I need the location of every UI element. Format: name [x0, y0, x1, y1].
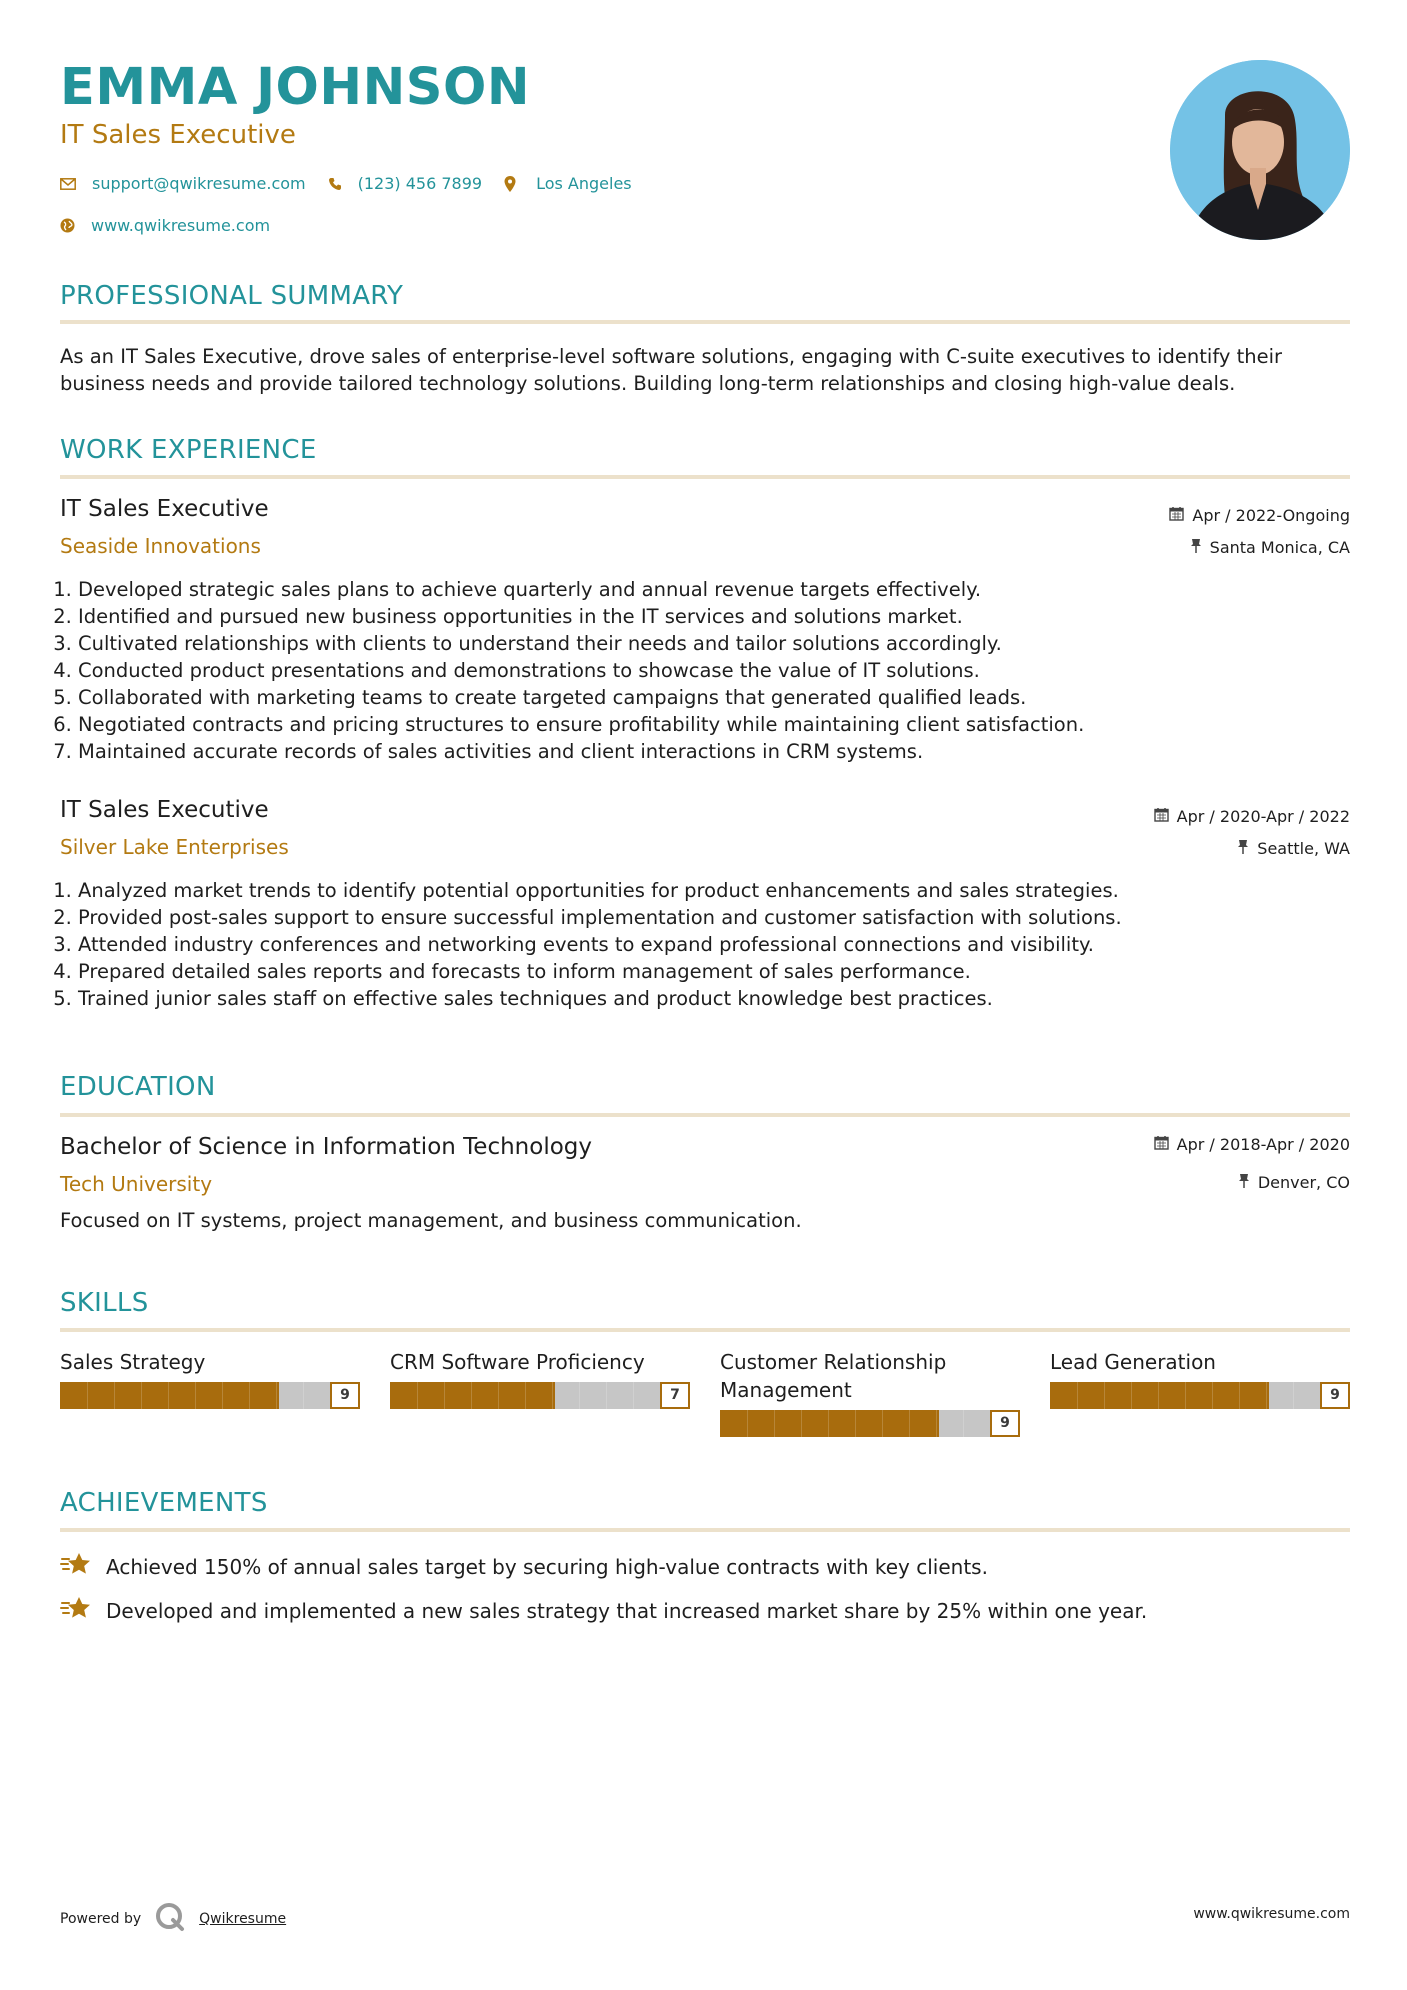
- website-row: [60, 216, 270, 235]
- skill-bar-fill: [60, 1382, 279, 1409]
- calendar-icon: [1154, 807, 1169, 826]
- section-divider: [60, 475, 1350, 479]
- job-dates: [1154, 807, 1350, 826]
- achievement-text: Developed and implemented a new sales strategy that increased market share by 25% within one year.: [106, 1598, 1148, 1623]
- list-item: 5. Collaborated with marketing teams to create targeted campaigns that generated qualified leads.: [78, 684, 1350, 711]
- list-item: 7. Maintained accurate records of sales activities and client interactions in CRM systems.: [78, 738, 1350, 765]
- skill-bar-segment: [828, 1410, 829, 1437]
- skill-bar-segment: [141, 1382, 142, 1409]
- profile-photo: [1170, 60, 1350, 240]
- skill-bar-segment: [525, 1382, 526, 1409]
- list-item: 3. Attended industry conferences and networking events to expand professional connections and visibility.: [78, 931, 1350, 958]
- skill-bar-fill: [720, 1410, 939, 1437]
- achievement-item: [60, 1552, 988, 1581]
- skill-bar-fill: [1050, 1382, 1269, 1409]
- location-text: Los Angeles: [536, 174, 632, 193]
- skill-bar-segment: [444, 1382, 445, 1409]
- skill-bar-segment: [1185, 1382, 1186, 1409]
- skill-bar: [720, 1410, 1020, 1437]
- skill-bar-segment: [114, 1382, 115, 1409]
- email-link[interactable]: support@qwikresume.com: [92, 174, 306, 193]
- section-divider: [60, 1528, 1350, 1532]
- skill-bar-segment: [303, 1382, 304, 1409]
- job-title: IT Sales Executive: [60, 496, 269, 522]
- list-item: 2. Provided post-sales support to ensure successful implementation and customer satisfaction with solutions.: [78, 904, 1350, 931]
- skill-bar-segment: [1131, 1382, 1132, 1409]
- qwikresume-link[interactable]: Qwikresume: [199, 1911, 287, 1927]
- skill-bar-segment: [195, 1382, 196, 1409]
- candidate-name: EMMA JOHNSON: [60, 58, 531, 117]
- skills-heading: SKILLS: [60, 1288, 149, 1318]
- skill-item: [390, 1348, 690, 1409]
- experience-heading: WORK EXPERIENCE: [60, 435, 317, 465]
- skill-label: Customer Relationship Management: [720, 1350, 947, 1402]
- skill-bar-segment: [882, 1410, 883, 1437]
- achievement-item: [60, 1596, 1147, 1625]
- job-dates-text: Apr / 2022-Ongoing: [1192, 506, 1350, 525]
- skill-item: [720, 1348, 1020, 1437]
- pushpin-icon: [1237, 839, 1249, 858]
- skill-bar-segment: [909, 1410, 910, 1437]
- job-title: IT Sales Executive: [60, 797, 269, 823]
- skill-bar-segment: [1212, 1382, 1213, 1409]
- skill-bar-segment: [579, 1382, 580, 1409]
- skill-bar-segment: [87, 1382, 88, 1409]
- star-icon: [60, 1596, 92, 1625]
- phone-number[interactable]: (123) 456 7899: [357, 174, 483, 193]
- skill-rating-badge: 9: [330, 1382, 360, 1409]
- skill-bar-segment: [801, 1410, 802, 1437]
- pushpin-icon: [1190, 538, 1202, 557]
- skill-bar-segment: [249, 1382, 250, 1409]
- job-dates-text: Apr / 2020-Apr / 2022: [1176, 807, 1350, 826]
- map-pin-icon: [504, 176, 516, 192]
- list-item: 6. Negotiated contracts and pricing structures to ensure profitability while maintaining client satisfaction.: [78, 711, 1350, 738]
- education-location-text: Denver, CO: [1257, 1173, 1350, 1192]
- skill-bar-segment: [168, 1382, 169, 1409]
- skill-bar: [1050, 1382, 1350, 1409]
- skill-bar-segment: [471, 1382, 472, 1409]
- education-description: Focused on IT systems, project management, and business communication.: [60, 1209, 802, 1232]
- skill-bar-segment: [498, 1382, 499, 1409]
- job-location: [1190, 538, 1350, 557]
- job-bullet-list: [60, 576, 1350, 765]
- job-company: Silver Lake Enterprises: [60, 835, 289, 859]
- skill-bar-segment: [963, 1410, 964, 1437]
- summary-text: As an IT Sales Executive, drove sales of enterprise-level software solutions, engaging with C-suite executives to identify their business needs and provide tailored technology solutions. Building long-term relationships and closing high-value deals.: [60, 345, 1283, 395]
- resume-page: [60, 0, 1350, 1990]
- powered-by-text: Powered by: [60, 1911, 142, 1927]
- section-divider: [60, 1328, 1350, 1332]
- degree-title: Bachelor of Science in Information Technology: [60, 1134, 592, 1160]
- skill-bar-segment: [1077, 1382, 1078, 1409]
- calendar-icon: [1154, 1135, 1169, 1154]
- skill-label: CRM Software Proficiency: [390, 1350, 645, 1374]
- skill-bar-segment: [1293, 1382, 1294, 1409]
- job-dates: [1169, 506, 1350, 525]
- skill-bar-segment: [774, 1410, 775, 1437]
- job-location-text: Santa Monica, CA: [1209, 538, 1350, 557]
- skill-bar-segment: [417, 1382, 418, 1409]
- skill-label: Sales Strategy: [60, 1350, 206, 1374]
- skill-bar: [60, 1382, 360, 1409]
- list-item: 1. Developed strategic sales plans to achieve quarterly and annual revenue targets effectively.: [78, 576, 1350, 603]
- skill-rating-badge: 9: [1320, 1382, 1350, 1409]
- section-divider: [60, 320, 1350, 324]
- achievements-heading: ACHIEVEMENTS: [60, 1488, 268, 1518]
- skill-bar-segment: [1266, 1382, 1267, 1409]
- skill-bar-segment: [276, 1382, 277, 1409]
- globe-icon: [60, 218, 75, 233]
- skill-bar: [390, 1382, 690, 1409]
- candidate-title: IT Sales Executive: [60, 120, 296, 150]
- pushpin-icon: [1238, 1173, 1250, 1192]
- job-location-text: Seattle, WA: [1257, 839, 1350, 858]
- skill-rating-badge: 7: [660, 1382, 690, 1409]
- skill-bar-segment: [1104, 1382, 1105, 1409]
- contact-row: [60, 174, 632, 193]
- skill-item: [1050, 1348, 1350, 1409]
- list-item: 3. Cultivated relationships with clients to understand their needs and tailor solutions accordingly.: [78, 630, 1350, 657]
- list-item: 5. Trained junior sales staff on effective sales techniques and product knowledge best practices.: [78, 985, 1350, 1012]
- education-dates: [1154, 1135, 1350, 1154]
- envelope-icon: [60, 178, 76, 190]
- list-item: 4. Conducted product presentations and demonstrations to showcase the value of IT solutions.: [78, 657, 1350, 684]
- education-dates-text: Apr / 2018-Apr / 2020: [1176, 1135, 1350, 1154]
- achievement-text: Achieved 150% of annual sales target by securing high-value contracts with key clients.: [106, 1554, 988, 1579]
- list-item: 1. Analyzed market trends to identify potential opportunities for product enhancements and sales strategies.: [78, 877, 1350, 904]
- education-location: [1238, 1173, 1350, 1192]
- list-item: 2. Identified and pursued new business opportunities in the IT services and solutions market.: [78, 603, 1350, 630]
- skill-item: [60, 1348, 360, 1409]
- education-heading: EDUCATION: [60, 1072, 216, 1102]
- skill-bar-segment: [552, 1382, 553, 1409]
- summary-heading: PROFESSIONAL SUMMARY: [60, 281, 404, 311]
- skill-bar-segment: [633, 1382, 634, 1409]
- skill-rating-badge: 9: [990, 1410, 1020, 1437]
- skill-bar-segment: [606, 1382, 607, 1409]
- skill-bar-segment: [222, 1382, 223, 1409]
- skill-bar-segment: [936, 1410, 937, 1437]
- website-link[interactable]: www.qwikresume.com: [91, 216, 271, 235]
- footer-url[interactable]: www.qwikresume.com: [1193, 1906, 1350, 1922]
- skill-bar-segment: [855, 1410, 856, 1437]
- skill-label: Lead Generation: [1050, 1350, 1216, 1374]
- job-company: Seaside Innovations: [60, 534, 261, 558]
- skill-bar-segment: [1239, 1382, 1240, 1409]
- skill-bar-fill: [390, 1382, 555, 1409]
- section-divider: [60, 1113, 1350, 1117]
- calendar-icon: [1169, 506, 1184, 525]
- phone-icon: [328, 177, 342, 191]
- job-bullet-list: [60, 877, 1350, 1012]
- star-icon: [60, 1552, 92, 1581]
- footer-powered-by: [60, 1902, 286, 1936]
- list-item: 4. Prepared detailed sales reports and forecasts to inform management of sales performance.: [78, 958, 1350, 985]
- school-name: Tech University: [60, 1172, 213, 1196]
- qwikresume-logo-icon: [155, 1902, 185, 1936]
- skill-bar-segment: [747, 1410, 748, 1437]
- job-location: [1237, 839, 1350, 858]
- skill-bar-segment: [1158, 1382, 1159, 1409]
